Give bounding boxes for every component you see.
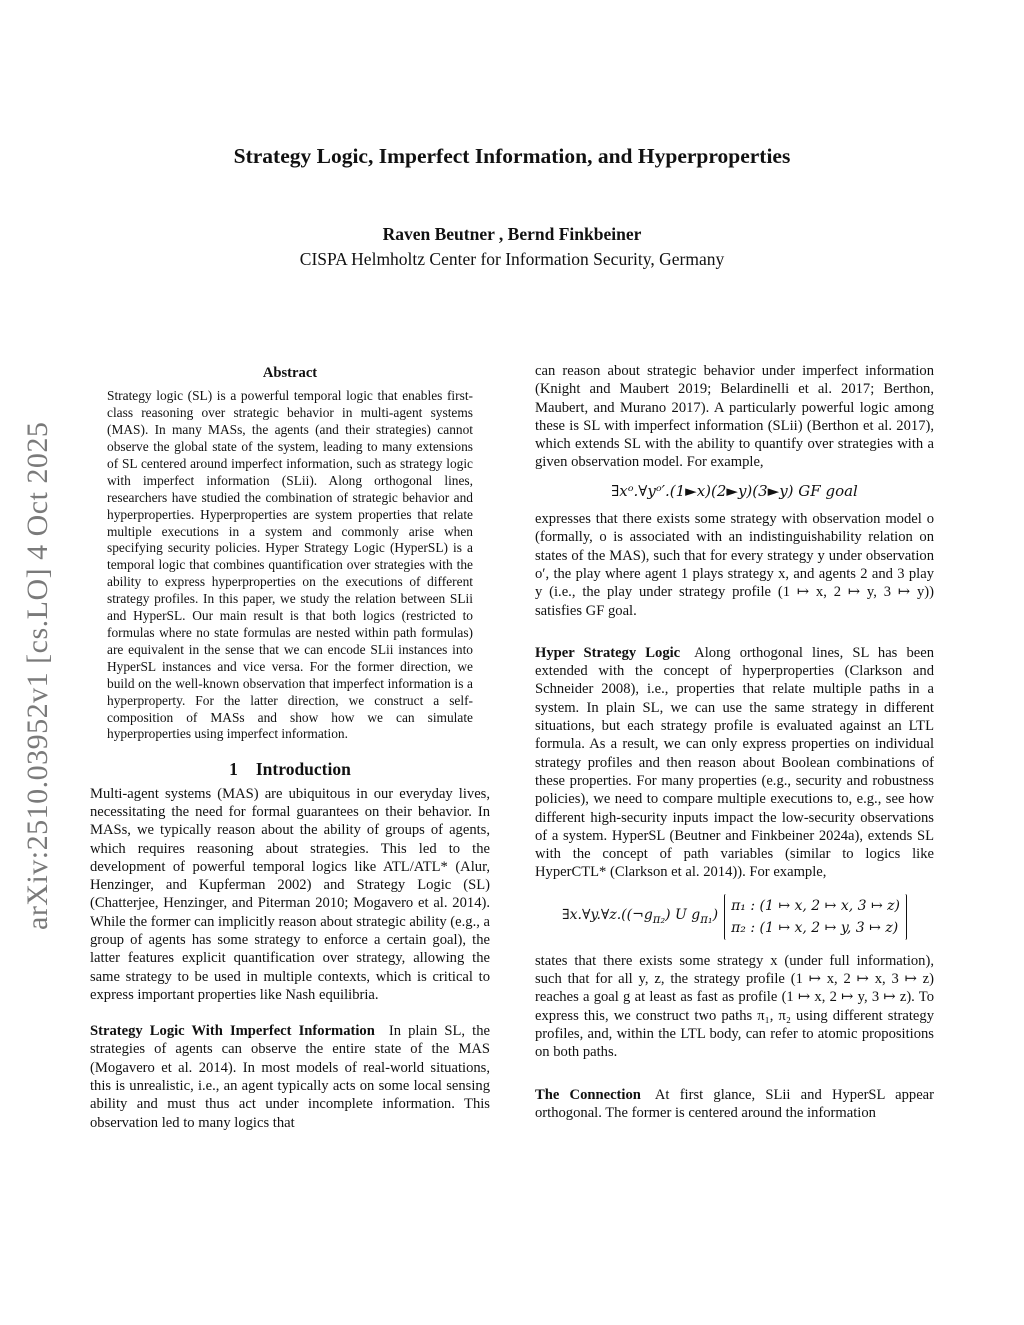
abstract-body: Strategy logic (SL) is a powerful temporal logic that enables first-class reasoning over strategic behavior in multi-agent systems (MAS). In many MASs, the agents (and their strategies) cannot observe the global state of the system, leading to many extensions of SL centered around imperfect information, such as strategy logic with imperfect information (SLii). Along orthogonal lines, researchers have studied the combination of strategic behavior and hyperproperties. Hyperproperties are system properties that relate multiple executions in a system and commonly arise when specifying security policies. Hyper Strategy Logic (HyperSL) is a temporal logic that combines quantification over strategies with the ability to express hyperproperties on the executions of different strategy profiles. In this paper, we study the relation between SLii and HyperSL. Our main result is that both logics (restricted to formulas where no state formulas are nested within path formulas) are equivalent in the sense that we can encode SLii instances into HyperSL instances and vice versa. For the former direction, we build on the well-known observation that imperfect information is a hyperproperty. For the latter direction, we construct a self-composition of MASs and show how we can simulate hyperproperties using imperfect information. <box>107 388 473 742</box>
formula-part-3: ) <box>712 906 719 923</box>
connection-run-in-heading: The Connection <box>535 1086 641 1103</box>
formula-part-2: ) U g <box>665 906 701 923</box>
abstract-heading: Abstract <box>262 365 318 381</box>
paper-authors: Raven Beutner , Bernd Finkbeiner <box>382 224 642 244</box>
intro-section-number: 1 <box>229 759 238 780</box>
matrix-row-2: π₂ : (1 ↦ x, 2 ↦ y, 3 ↦ z) <box>731 919 899 936</box>
formula-sub-2: π₁ <box>700 911 713 926</box>
hsl-text: Along orthogonal lines, SL has been extended with the concept of hyperproperties (Clarkson and Schneider 2008), i.e., properties that relate multiple paths in a system. In plain SL, we can use the same strategy in different situations, but each strategy profile is evaluated against an LTL formula. As a result, we can only express properties on individual strategy profiles and then reason about Boolean combinations of these properties. For many properties (e.g., security and robustness policies), we need to compare multiple executions to, e.g., see how different high-security inputs impact the low-security observations of a system. HyperSL (Beutner and Finkbeiner 2024a), extends SL with the concept of path variables (similar to logics like HyperCTL* (Clarkson et al. 2014)). For example, <box>535 644 934 881</box>
formula-sl-ii: ∃xᵒ.∀yᵒ′.(1►x)(2►y)(3►y) GF goal <box>611 481 858 500</box>
paper-title: Strategy Logic, Imperfect Information, and Hyperproperties <box>233 144 791 168</box>
intro-section-title: Introduction <box>255 759 351 780</box>
connection-text: At first glance, SLii and HyperSL appear orthogonal. The former is centered around the information <box>535 1086 935 1121</box>
intro-heading <box>90 760 490 778</box>
hsl-paragraph <box>535 644 934 882</box>
sliw-run-in-heading: Strategy Logic With Imperfect Information <box>90 1023 375 1040</box>
formula-part-1: ∃x.∀y.∀z.((¬g <box>562 906 653 923</box>
sliw-paragraph <box>90 1022 490 1132</box>
right-column <box>535 362 934 1122</box>
formula-hypersl-body <box>562 906 718 928</box>
right-paragraph-2: expresses that there exists some strategy with observation model o (formally, o is associated with an indistinguishability relation on states of the MAS), such that for every strategy y under observation o′, the play where agent 1 plays strategy x, and agents 2 and 3 play y (i.e., the play under strategy profile (1 ↦ x, 2 ↦ y, 3 ↦ y)) satisfies GF goal. <box>535 511 934 619</box>
formula-sub-1: π₂ <box>652 911 666 926</box>
strategy-profile-matrix <box>724 894 907 940</box>
arxiv-identifier: arXiv:2510.03952v1 [cs.LO] 4 Oct 2025 <box>21 421 54 930</box>
intro-paragraph-1: Multi-agent systems (MAS) are ubiquitous in our everyday lives, necessitating the need for formal guarantees on their behavior. In MASs, we typically reason about the ability of groups of agents, which requires reasoning about strategies. This led to the development of powerful temporal logics like ATL/ATL* (Alur, Henzinger, and Kupferman 2002) and Strategy Logic (SL) (Chatterjee, Henzinger, and Piterman 2010; Mogavero et al. 2014). While the former can implicitly reason about strategic ability (e.g., a group of agents has some strategy to enforce a certain goal), the latter features explicit quantification over strategy, allowing the same strategy to be used in multiple contexts, which is critical to express important properties like Nash equilibria. <box>90 785 490 1003</box>
sliw-text: In plain SL, the strategies of agents can observe the entire state of the MAS (Mogavero et al. 2014). In most models of real-world situations, this is unrealistic, i.e., an agent typically acts on some local sensing ability and must thus act under incomplete information. This observation led to many logics that <box>90 1023 490 1131</box>
paper-affiliation: CISPA Helmholtz Center for Information Security, Germany <box>299 249 725 269</box>
hsl-run-in-heading: Hyper Strategy Logic <box>535 644 681 661</box>
left-column <box>90 362 490 1132</box>
connection-paragraph <box>535 1086 934 1123</box>
right-paragraph-1: can reason about strategic behavior under imperfect information (Knight and Maubert 2019; Belardinelli et al. 2017; Berthon, Maubert, and Murano 2017). A particularly powerful logic among these is SL with imperfect information (SLii) (Berthon et al. 2017), which extends SL with the ability to quantify over strategies with a given observation model. For example, <box>535 363 934 471</box>
matrix-row-1: π₁ : (1 ↦ x, 2 ↦ x, 3 ↦ z) <box>731 897 900 914</box>
right-paragraph-3: states that there exists some strategy x (under full information), such that for all y, z, the strategy profile (1 ↦ x, 2 ↦ x, 3 ↦ z) reaches a goal g at least as fast as profile (1 ↦ x, 2 ↦ y, 3 ↦ z). To express this, we construct two paths π₁, π₂ using different strategy profiles, and, within the LTL body, can refer to atomic propositions on both paths. <box>535 952 934 1061</box>
formula-hypersl <box>535 894 934 940</box>
